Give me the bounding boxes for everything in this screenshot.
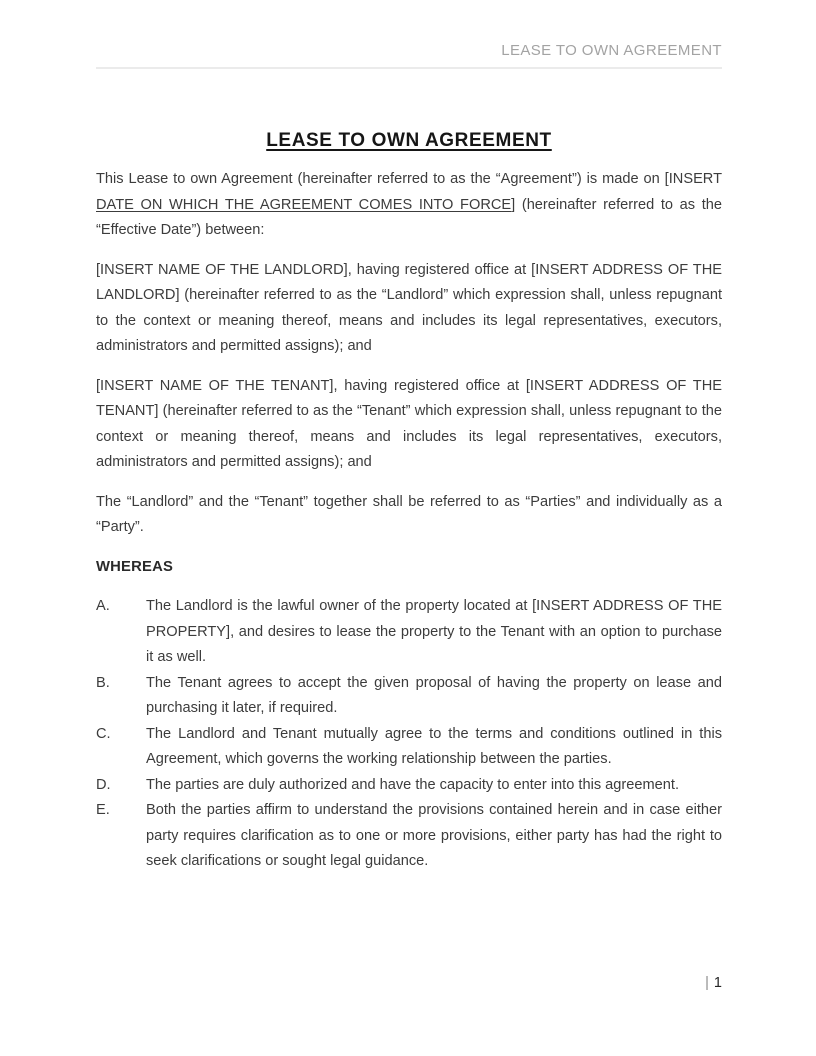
recital-text: The Landlord and Tenant mutually agree to the terms and conditions outlined in this Agreement, which governs the working relationship between the parties. (146, 725, 722, 767)
whereas-heading: WHEREAS (96, 558, 174, 575)
recital-text: The Landlord is the lawful owner of the property located at [INSERT ADDRESS OF THE PROPERTY], and desires to lease the property to the Tenant with an option to purchase it as well. (146, 598, 722, 665)
footer-separator: | (705, 975, 709, 991)
page-number-footer (705, 972, 722, 994)
list-item (96, 773, 722, 799)
parties-paragraph: The “Landlord” and the “Tenant” together shall be referred to as “Parties” and individually as a “Party”. (96, 493, 722, 535)
intro-segment-underlined-placeholder: DATE ON WHICH THE AGREEMENT COMES INTO FORCE (96, 196, 512, 213)
recital-marker: E. (96, 802, 110, 818)
page-number: 1 (713, 975, 722, 991)
list-item (96, 722, 722, 773)
running-header-title: LEASE TO OWN AGREEMENT (501, 42, 722, 59)
recital-text: The Tenant agrees to accept the given proposal of having the property on lease and purchasing it later, if required. (146, 674, 722, 716)
recital-text: The parties are duly authorized and have the capacity to enter into this agreement. (146, 776, 679, 793)
recital-marker: C. (96, 725, 111, 742)
intro-segment-before: This Lease to own Agreement (hereinafter referred to as the “Agreement”) is made on [INSERT (96, 171, 722, 187)
list-item (96, 671, 722, 722)
tenant-paragraph: [INSERT NAME OF THE TENANT], having registered office at [INSERT ADDRESS OF THE TENANT] (hereinafter referred to as the “Tenant” which expression shall, unless repugnant to the context or meaning thereof, means and includes its legal representatives, executors, administrators and permitted assigns); and (96, 377, 722, 470)
landlord-paragraph: [INSERT NAME OF THE LANDLORD], having registered office at [INSERT ADDRESS OF THE LANDLORD] (hereinafter referred to as the “Landlord” which expression shall, unless repugnant to the context or meaning thereof, means and includes its legal representatives, executors, administrators and permitted assigns); and (96, 261, 722, 354)
recital-marker: D. (96, 776, 111, 793)
recital-text: Both the parties affirm to understand the provisions contained herein and in case either party requires clarification as to one or more provisions, either party has had the right to seek clarifications or sought legal guidance. (146, 802, 722, 869)
document-title (96, 129, 722, 153)
intro-paragraph (96, 167, 722, 244)
page-header (96, 42, 722, 69)
intro-segment-after: ] (hereinafter referred to as the “Effective Date”) between: (96, 196, 722, 238)
document-title-text: LEASE TO OWN AGREEMENT (266, 130, 552, 151)
recital-marker: A. (96, 598, 110, 614)
list-item (96, 594, 722, 671)
list-item (96, 798, 722, 875)
recitals-list (96, 594, 722, 875)
recital-marker: B. (96, 674, 110, 691)
